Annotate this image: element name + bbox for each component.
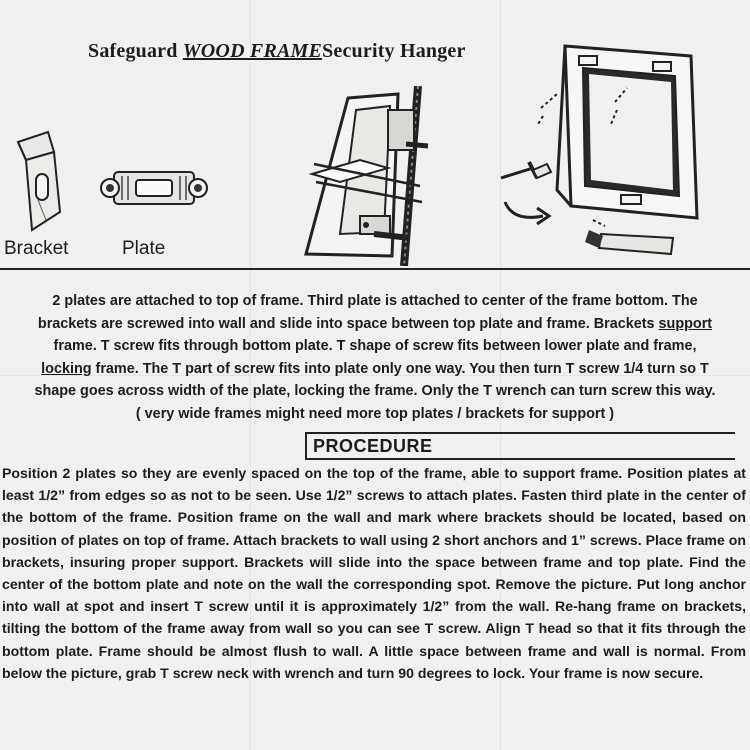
overview-text: brackets are screwed into wall and slide into space between top plate and frame. Brackets (37, 315, 659, 332)
overview-line: 2 plates are attached to top of frame. Third plate is attached to center of the frame bottom. The (52, 293, 698, 309)
overview-line (4, 313, 746, 336)
bracket-illustration (10, 130, 70, 235)
bracket-label: Bracket (4, 238, 69, 259)
title-suffix: Security Hanger (322, 40, 466, 62)
overview-line: frame. T screw fits through bottom plate. T shape of screw fits between lower plate and frame, (53, 338, 697, 354)
overview-note: ( very wide frames might need more top plates / brackets for support ) (135, 405, 615, 422)
page-title (88, 40, 548, 63)
procedure-heading: PROCEDURE (313, 436, 433, 456)
procedure-heading-box (305, 432, 735, 460)
plate-label: Plate (122, 238, 166, 259)
title-prefix: Safeguard (88, 40, 178, 62)
procedure-paragraph: Position 2 plates so they are evenly spaced on the top of the frame, able to support frame. Position plates at least 1/2” from edges so as not to be seen. Use 1/2” screws to attach plates. Fasten third plate in the center of the bottom of the frame. Position frame on the wall and mark where brackets should be located, based on position of plates on top of frame. Attach brackets to wall using 2 short anchors and 1” screws. Place frame on brackets, insuring proper support. Brackets will slide into the space between frame and top plate. Find the center of the bottom plate and note on the wall the corresponding spot. Remove the picture. Put long anchor into wall at spot and insert T screw until it is approximately 1/2” from the wall. Re-hang frame on brackets, tilting the bottom of the frame away from wall so you can see T screw. Align T head so that it fits through the bottom plate. Frame should be almost flush to wall. A little space between frame and wall is normal. From below the picture, grab T screw neck with wrench and turn 90 degrees to lock. Your frame is now secure. (2, 465, 746, 681)
title-brand: WOOD FRAME (182, 40, 323, 62)
section-divider (0, 268, 750, 270)
overview-line (4, 358, 746, 381)
overview-text: frame. The T part of screw fits into plate only one way. You then turn T screw 1/4 turn so T (91, 360, 709, 377)
frame-side-section-illustration (300, 86, 440, 266)
plate-illustration (100, 168, 210, 210)
overview-underlined-word: locking (41, 360, 92, 377)
overview-paragraph (4, 290, 746, 425)
overview-underlined-word: support (658, 315, 713, 332)
frame-front-illustration (485, 40, 725, 265)
overview-line: shape goes across width of the plate, locking the frame. Only the T wrench can turn screw this way. (34, 383, 716, 399)
